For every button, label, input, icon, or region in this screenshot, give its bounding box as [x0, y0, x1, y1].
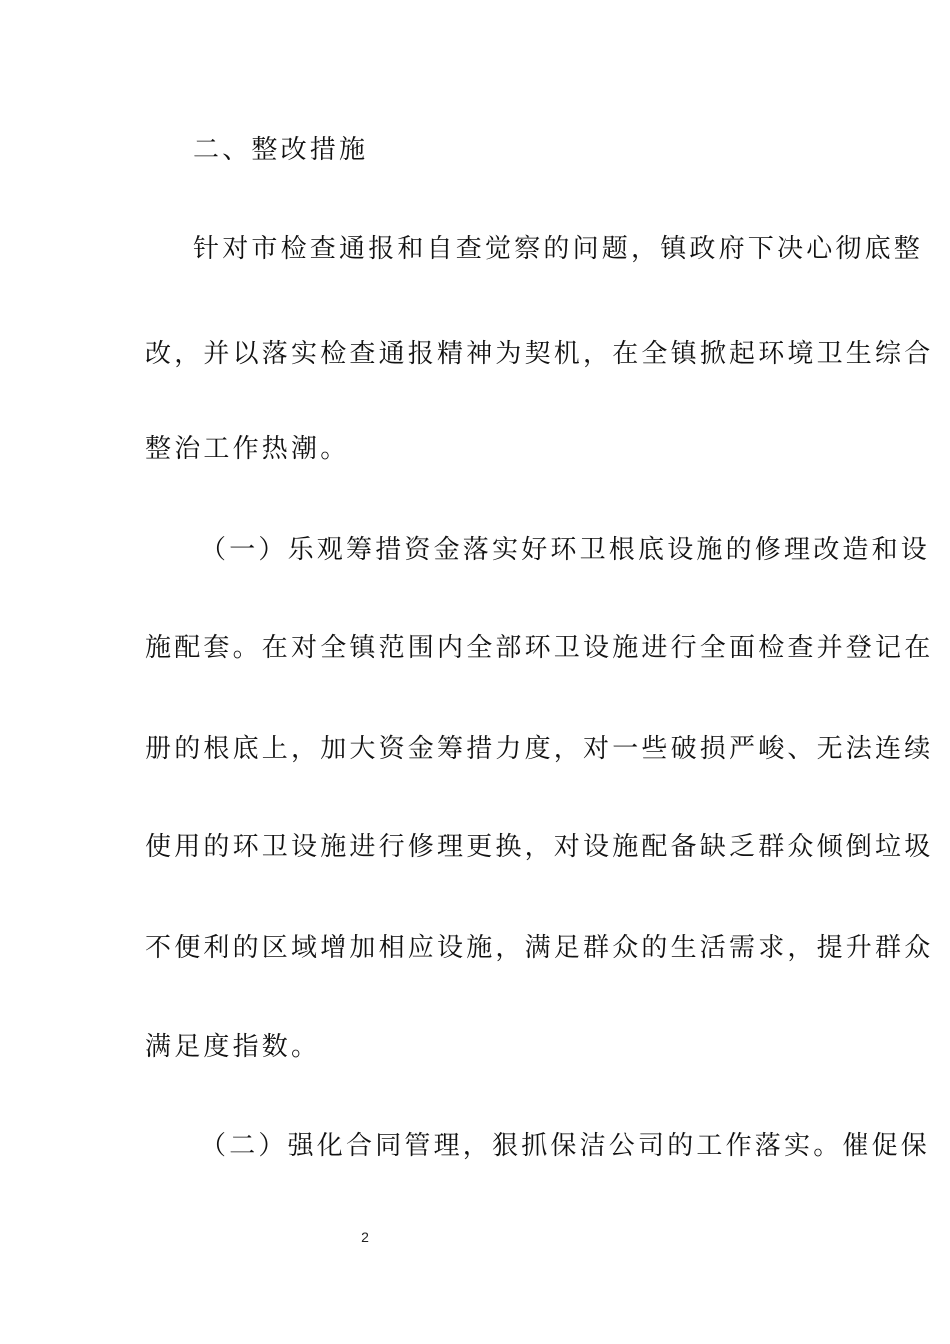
paragraph-line: 使用的环卫设施进行修理更换，对设施配备缺乏群众倾倒垃圾 — [145, 832, 934, 862]
section-heading: 二、整改措施 — [193, 135, 369, 165]
paragraph-line: 不便利的区域增加相应设施，满足群众的生活需求，提升群众 — [145, 933, 934, 963]
paragraph-line: 册的根底上，加大资金筹措力度，对一些破损严峻、无法连续 — [145, 734, 934, 764]
paragraph-line: 针对市检查通报和自查觉察的问题，镇政府下决心彻底整 — [193, 234, 924, 264]
page-number: 2 — [361, 1229, 369, 1245]
paragraph-line: 改，并以落实检查通报精神为契机，在全镇掀起环境卫生综合 — [145, 339, 934, 369]
paragraph-line: （二）强化合同管理，狠抓保洁公司的工作落实。催促保 — [200, 1131, 931, 1161]
paragraph-line: 施配套。在对全镇范围内全部环卫设施进行全面检查并登记在 — [145, 633, 934, 663]
paragraph-line: 整治工作热潮。 — [145, 434, 350, 464]
paragraph-line: （一）乐观筹措资金落实好环卫根底设施的修理改造和设 — [200, 535, 931, 565]
paragraph-line: 满足度指数。 — [145, 1032, 321, 1062]
